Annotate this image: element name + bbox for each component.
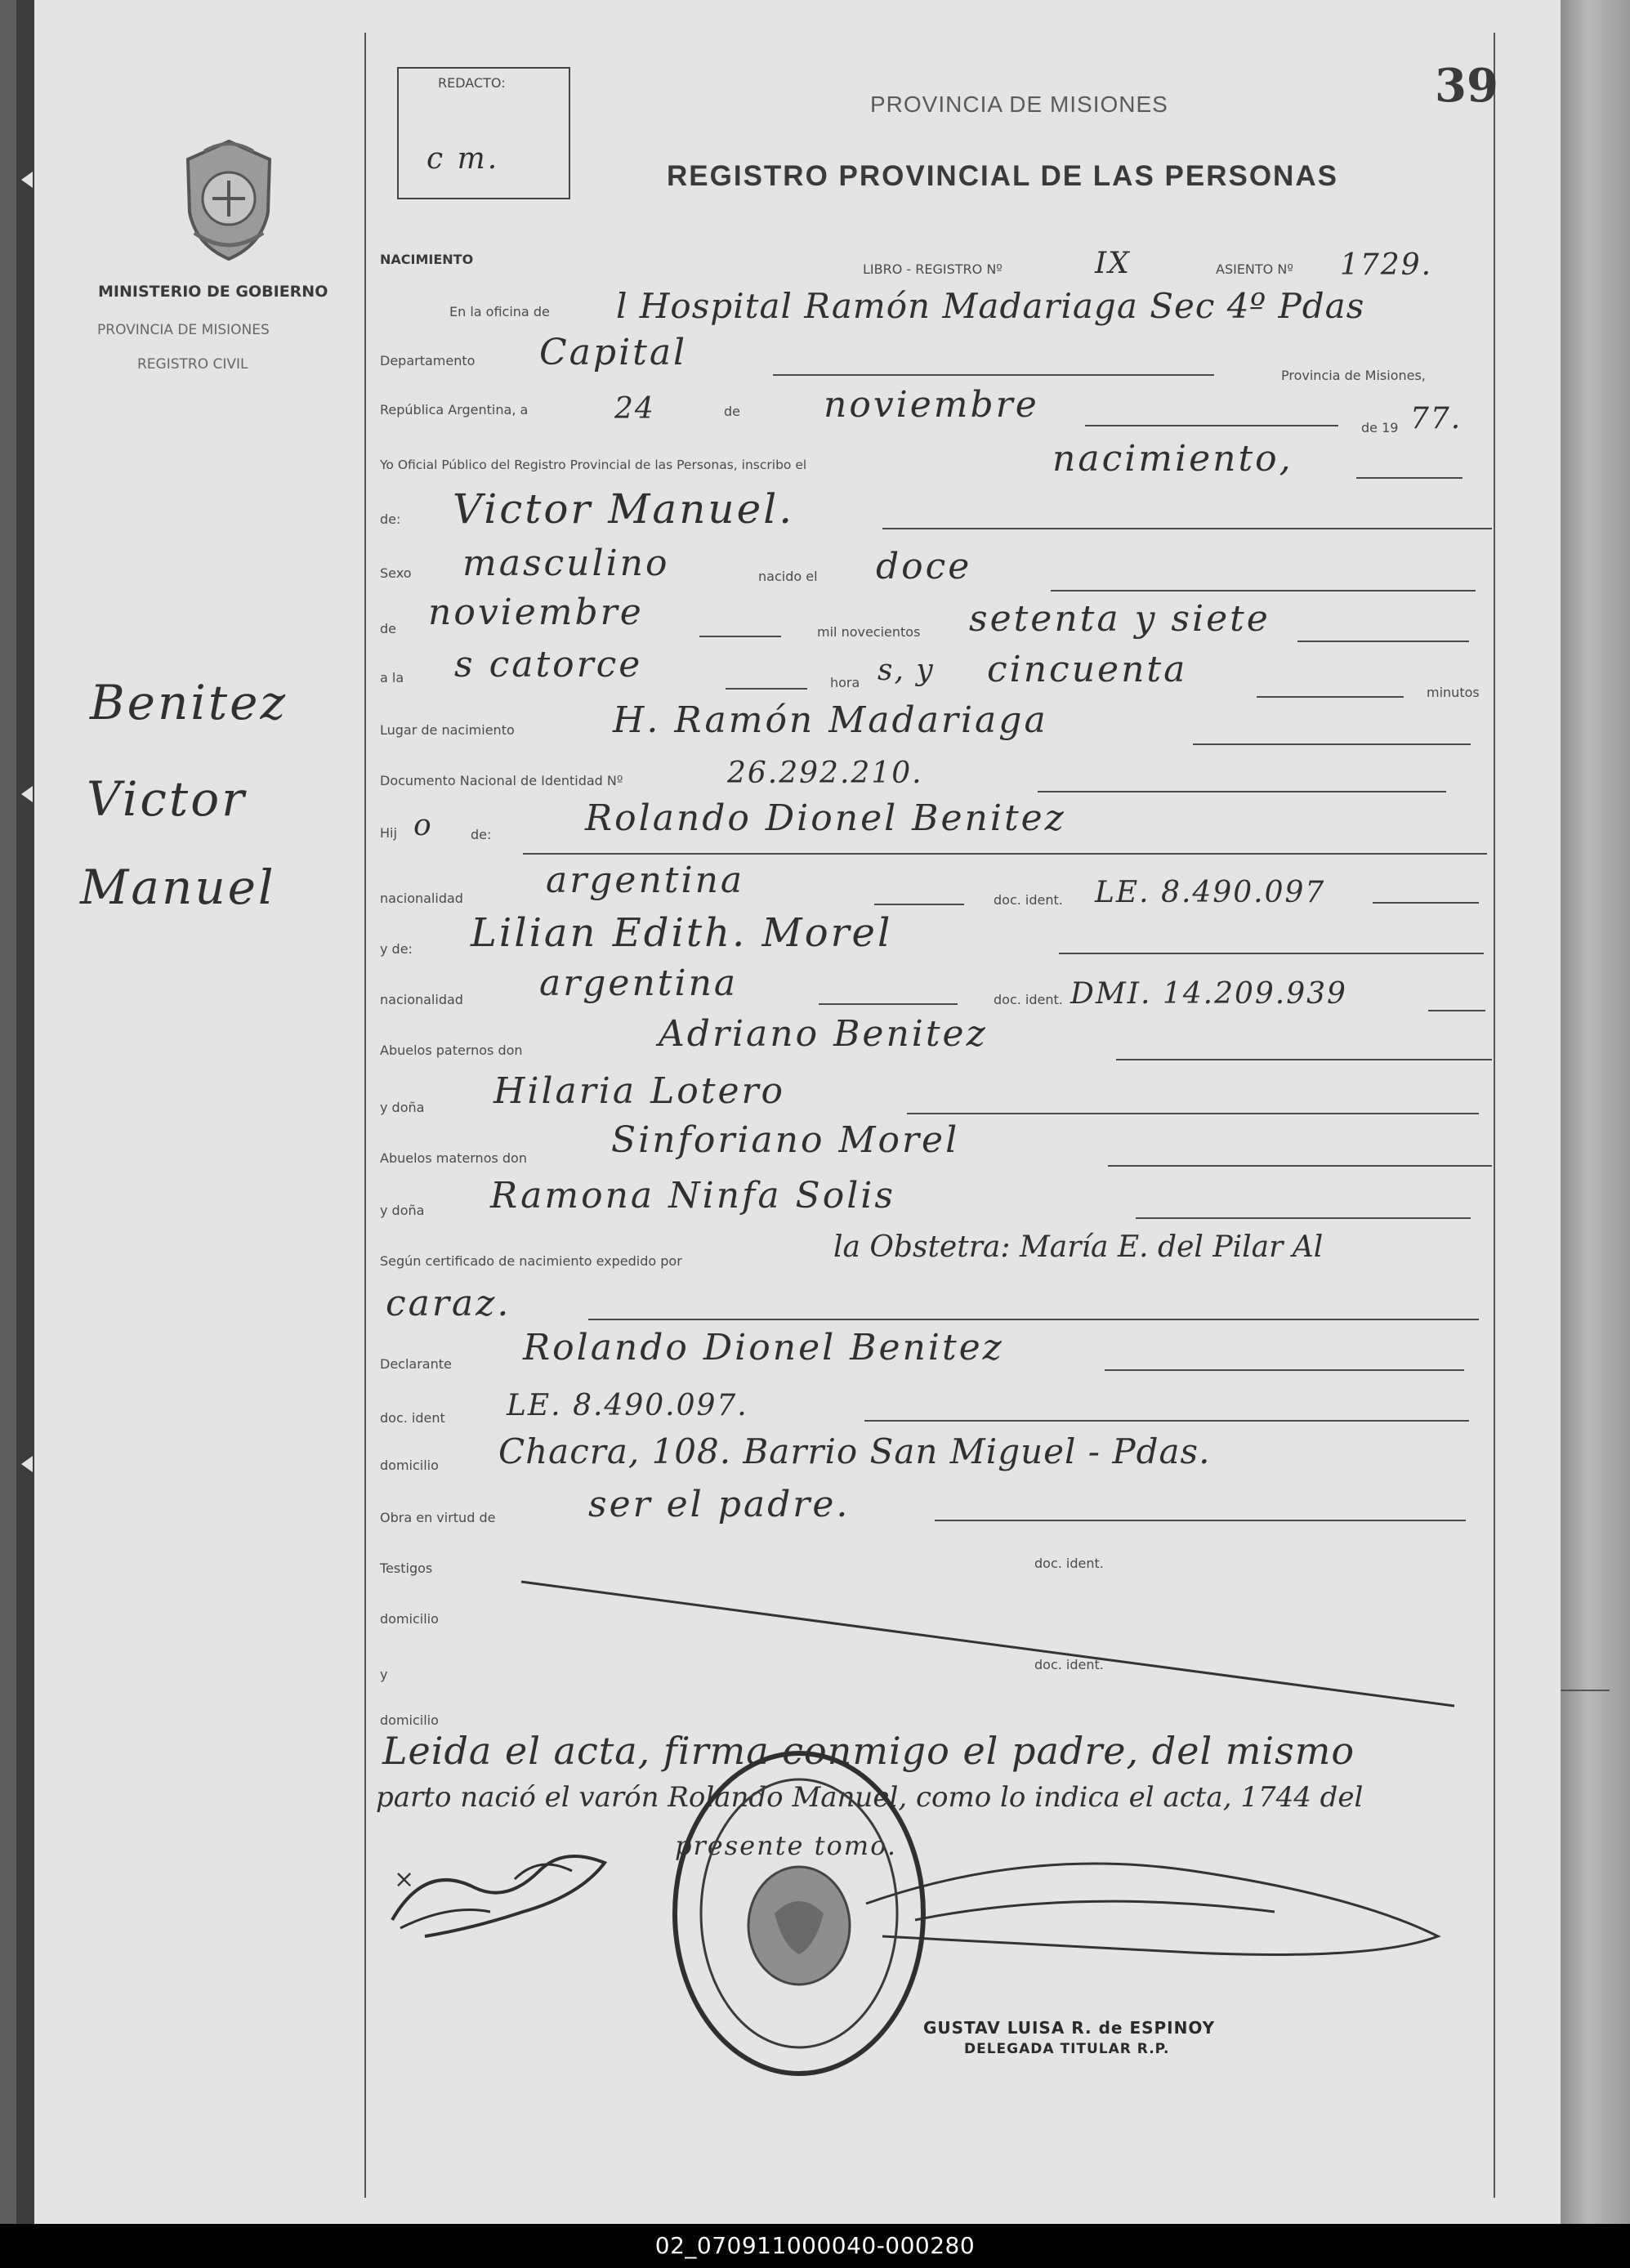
margin-middlename: Manuel	[80, 859, 276, 915]
dni-value: 26.292.210.	[727, 757, 923, 790]
sidebar-province: PROVINCIA DE MISIONES	[97, 322, 270, 338]
declarante-label: Declarante	[380, 1356, 452, 1372]
acto-value: nacimiento,	[1052, 438, 1293, 480]
province-header: PROVINCIA DE MISIONES	[870, 92, 1168, 117]
lugar-value: H. Ramón Madariaga	[613, 699, 1048, 741]
file-id-bar	[0, 2224, 1630, 2268]
domicilio-value: Chacra, 108. Barrio San Miguel - Pdas.	[498, 1431, 1211, 1471]
ydona-pat-label: y doña	[380, 1100, 425, 1115]
nombre-value: Victor Manuel.	[453, 485, 795, 533]
docident-madre-label: doc. ident.	[994, 992, 1063, 1007]
madre-value: Lilian Edith. Morel	[471, 910, 893, 956]
de-label: de	[724, 404, 740, 419]
abuela-mat-value: Ramona Ninfa Solis	[490, 1175, 895, 1217]
doc-decl-label: doc. ident	[380, 1410, 445, 1426]
anio-nac-value: setenta y siete	[969, 598, 1271, 640]
docident-padre-label: doc. ident.	[994, 892, 1063, 908]
mes-nac-value: noviembre	[428, 592, 644, 633]
mes-value: noviembre	[824, 384, 1039, 426]
dia-value: 24	[614, 392, 655, 426]
redacto-initials: c m.	[426, 142, 500, 176]
registry-title: REGISTRO PROVINCIAL DE LAS PERSONAS	[667, 160, 1338, 192]
adjacent-page-edge	[1561, 0, 1630, 2224]
official-seal	[660, 1742, 938, 2085]
sidebar-ministry: MINISTERIO DE GOBIERNO	[98, 283, 328, 301]
certificado-value: la Obstetra: María E. del Pilar Al	[833, 1230, 1324, 1264]
oficina-value: l Hospital Ramón Madariaga Sec 4º Pdas	[616, 286, 1365, 326]
de3-label: de	[380, 621, 396, 636]
nac-padre-value: argentina	[546, 859, 745, 901]
departamento-label: Departamento	[380, 353, 476, 368]
certificado-value-2: caraz.	[386, 1283, 511, 1324]
minutos-pre: s, y	[878, 654, 935, 687]
declarante-value: Rolando Dionel Benitez	[523, 1327, 1004, 1368]
abuela-pat-value: Hilaria Lotero	[493, 1070, 786, 1112]
yde-label: y de:	[380, 941, 413, 957]
closing-line-3: presente tomo.	[675, 1830, 897, 1861]
abuelos-mat-label: Abuelos maternos don	[380, 1150, 527, 1166]
sidebar-registry: REGISTRO CIVIL	[137, 356, 248, 373]
asiento-value: 1729.	[1340, 248, 1433, 282]
file-id: 02_070911000040-000280	[654, 2232, 976, 2259]
doc-decl-value: LE. 8.490.097.	[507, 1389, 748, 1422]
dni-label: Documento Nacional de Identidad Nº	[380, 773, 623, 788]
redacto-label: REDACTO:	[438, 75, 506, 91]
testigo2-domicilio-label: domicilio	[380, 1712, 439, 1728]
stamp-name: GUSTAV LUISA R. de ESPINOY	[923, 2018, 1216, 2038]
closing-line-2: parto nació el varón Rolando Manuel, como lo indica el acta, 1744 del	[376, 1781, 1364, 1814]
svg-text:×: ×	[394, 1865, 415, 1894]
lugar-label: Lugar de nacimiento	[380, 722, 515, 738]
libro-value: IX	[1095, 247, 1131, 280]
oficina-label: En la oficina de	[449, 304, 550, 319]
departamento-value: Capital	[539, 332, 688, 373]
sexo-label: Sexo	[380, 565, 412, 581]
obra-value: ser el padre.	[588, 1484, 851, 1525]
testigo2-doc-label: doc. ident.	[1034, 1657, 1104, 1672]
abuelo-pat-value: Adriano Benitez	[659, 1013, 988, 1055]
certificado-label: Según certificado de nacimiento expedido por	[380, 1253, 682, 1269]
padre-value: Rolando Dionel Benitez	[585, 797, 1066, 839]
asiento-label: ASIENTO Nº	[1216, 261, 1293, 277]
anio-label: de 19	[1361, 420, 1399, 435]
margin-firstname: Victor	[87, 771, 247, 827]
nac-madre-value: argentina	[539, 962, 739, 1004]
nac-madre-label: nacionalidad	[380, 992, 463, 1007]
de4-label: de:	[471, 827, 492, 842]
nacido-value: doce	[876, 546, 972, 587]
testigo1-domicilio-label: domicilio	[380, 1611, 439, 1627]
alas-label: a la	[380, 670, 404, 685]
nacido-label: nacido el	[758, 569, 818, 584]
document-page	[16, 0, 1561, 2224]
testigo-y-label: y	[380, 1667, 388, 1682]
horas-label: hora	[830, 675, 860, 690]
signatures	[376, 1797, 1503, 2010]
de2-label: de:	[380, 511, 401, 527]
minutos-label: minutos	[1427, 685, 1480, 700]
ydona-mat-label: y doña	[380, 1203, 425, 1218]
testigo1-doc-label: doc. ident.	[1034, 1556, 1104, 1571]
sexo-value: masculino	[462, 542, 670, 584]
domicilio-label: domicilio	[380, 1458, 439, 1473]
hijo-suffix: o	[413, 809, 433, 842]
minutos-value: cincuenta	[987, 649, 1188, 690]
stamp-title: DELEGADA TITULAR R.P.	[964, 2041, 1170, 2057]
closing-line-1: Leida el acta, firma conmigo el padre, del mismo	[382, 1729, 1355, 1773]
nac-padre-label: nacionalidad	[380, 891, 463, 906]
libro-label: LIBRO - REGISTRO Nº	[863, 261, 1003, 277]
testigos-label: Testigos	[380, 1560, 433, 1576]
doc-padre-value: LE. 8.490.097	[1095, 876, 1326, 909]
obra-label: Obra en virtud de	[380, 1510, 496, 1525]
page-number: 39	[1435, 59, 1498, 113]
anio-value: 77.	[1410, 402, 1463, 435]
republica-label: República Argentina, a	[380, 402, 529, 417]
doc-madre-value: DMI. 14.209.939	[1070, 977, 1347, 1011]
abuelos-pat-label: Abuelos paternos don	[380, 1042, 523, 1058]
abuelo-mat-value: Sinforiano Morel	[611, 1119, 960, 1161]
mil-label: mil novecientos	[817, 624, 921, 640]
oficial-label: Yo Oficial Público del Registro Provincial de las Personas, inscribo el	[380, 458, 807, 472]
section-label: NACIMIENTO	[380, 252, 474, 267]
provincia-label: Provincia de Misiones,	[1281, 368, 1426, 383]
margin-surname: Benitez	[90, 675, 288, 730]
hora-value: s catorce	[454, 644, 643, 685]
hijo-label: Hij	[380, 825, 397, 841]
